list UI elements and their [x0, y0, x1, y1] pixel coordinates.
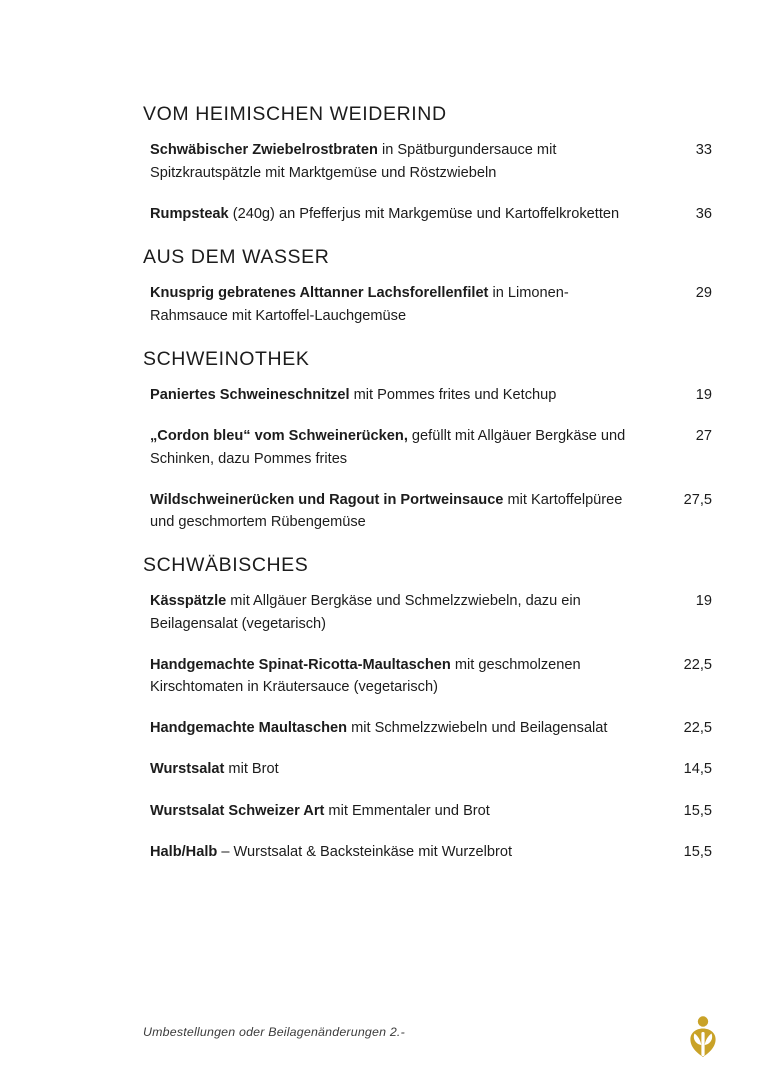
- menu-item-description: mit geschmolzenen Kirschtomaten in Kräutersauce (vegetarisch): [150, 656, 581, 695]
- menu-item-text: [150, 841, 512, 863]
- menu-section-fish: [143, 247, 712, 327]
- menu-item-description: mit Kartoffelpüree und geschmortem Rübengemüse: [150, 491, 623, 530]
- menu-item-text: [150, 717, 607, 739]
- section-title: SCHWÄBISCHES: [143, 554, 309, 577]
- menu-item-text: [150, 654, 630, 698]
- menu-item-name: Handgemachte Spinat-Ricotta-Maultaschen: [150, 656, 451, 673]
- menu-section-swabian: [143, 555, 712, 863]
- menu-item: [150, 489, 712, 533]
- section-title: SCHWEINOTHEK: [143, 347, 310, 370]
- menu-item-price: 29: [695, 285, 712, 302]
- menu-item-description: mit Brot: [224, 761, 279, 778]
- menu-section-beef: [143, 104, 712, 225]
- menu-item-price: 22,5: [683, 720, 712, 737]
- menu-item-name: Rumpsteak: [150, 205, 229, 222]
- menu-item-name: Wildschweinerücken und Ragout in Portweinsauce: [150, 491, 504, 508]
- menu-item-price: 15,5: [683, 802, 712, 819]
- menu-item-price: 27: [695, 428, 712, 445]
- footer-note: Umbestellungen oder Beilagenänderungen 2.-: [143, 1025, 405, 1039]
- menu-item-name: Wurstsalat: [150, 761, 225, 778]
- menu-item-description: gefüllt mit Allgäuer Bergkäse und Schinken, dazu Pommes frites: [150, 428, 626, 467]
- menu-item-name: Knusprig gebratenes Alttanner Lachsforellenfilet: [150, 285, 489, 302]
- menu-item-description: (240g) an Pfefferjus mit Markgemüse und Kartoffelkroketten: [228, 205, 620, 222]
- menu-item: [150, 282, 712, 326]
- section-title: AUS DEM WASSER: [143, 245, 330, 268]
- menu-item-price: 14,5: [683, 761, 712, 778]
- menu-item-price: 19: [695, 593, 712, 610]
- menu-item: [150, 203, 712, 225]
- menu-item-description: mit Allgäuer Bergkäse und Schmelzzwiebeln, dazu ein Beilagensalat (vegetarisch): [150, 593, 581, 632]
- restaurant-logo: [674, 1007, 732, 1065]
- menu-item-list: [150, 139, 712, 225]
- menu-item-description: mit Emmentaler und Brot: [324, 802, 490, 819]
- menu-item: [150, 717, 712, 739]
- menu-item-list: [150, 384, 712, 533]
- menu-item-list: [150, 282, 712, 326]
- menu-item: [150, 654, 712, 698]
- menu-item-price: 19: [695, 387, 712, 404]
- menu-item-description: in Spätburgundersauce mit Spitzkrautspätzle mit Marktgemüse und Röstzwiebeln: [150, 142, 557, 181]
- menu-item-name: „Cordon bleu“ vom Schweinerücken,: [150, 428, 408, 445]
- menu-item-name: Halb/Halb: [150, 843, 218, 860]
- menu-item-description: mit Schmelzzwiebeln und Beilagensalat: [347, 720, 608, 737]
- menu-item-text: [150, 489, 630, 533]
- menu-item: [150, 425, 712, 469]
- menu-item-name: Paniertes Schweineschnitzel: [150, 387, 350, 404]
- menu-item-description: – Wurstsalat & Backsteinkäse mit Wurzelbrot: [217, 843, 512, 860]
- menu-item: [150, 758, 712, 780]
- menu-item-price: 27,5: [683, 491, 712, 508]
- menu-item-price: 22,5: [683, 656, 712, 673]
- menu-item: [150, 800, 712, 822]
- menu-item-description: in Limonen-Rahmsauce mit Kartoffel-Lauchgemüse: [150, 285, 569, 324]
- menu-item-price: 36: [695, 205, 712, 222]
- menu-item-text: [150, 203, 619, 225]
- menu-item-description: mit Pommes frites und Ketchup: [349, 387, 557, 404]
- menu-section-pork: [143, 349, 712, 533]
- menu-item-name: Handgemachte Maultaschen: [150, 720, 348, 737]
- menu-item-text: [150, 384, 556, 406]
- menu-item-name: Kässpätzle: [150, 593, 227, 610]
- menu-item-price: 15,5: [683, 843, 712, 860]
- menu-item-text: [150, 758, 279, 780]
- menu-item-price: 33: [695, 142, 712, 159]
- menu-item: [150, 590, 712, 634]
- menu-item-name: Wurstsalat Schweizer Art: [150, 802, 325, 819]
- section-title: VOM HEIMISCHEN WEIDERIND: [143, 103, 447, 125]
- menu-item: [150, 384, 712, 406]
- menu-item: [150, 841, 712, 863]
- menu-item: [150, 139, 712, 183]
- menu-item-list: [150, 590, 712, 862]
- menu-item-text: [150, 282, 630, 326]
- menu-item-text: [150, 425, 630, 469]
- menu-item-text: [150, 590, 630, 634]
- menu-item-text: [150, 139, 630, 183]
- menu-item-text: [150, 800, 490, 822]
- menu-item-name: Schwäbischer Zwiebelrostbraten: [150, 142, 378, 159]
